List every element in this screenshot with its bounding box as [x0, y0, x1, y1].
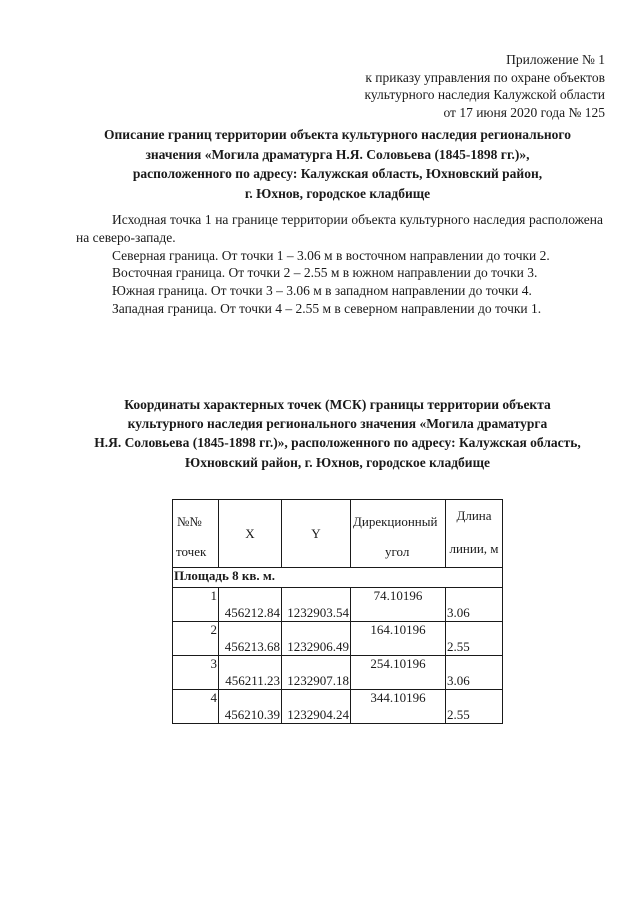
line-length-cell: 3.06 — [446, 656, 503, 690]
title-line-2: значения «Могила драматурга Н.Я. Соловьева (1845-1898 гг.)», — [145, 146, 530, 162]
appendix-header — [305, 51, 605, 121]
appendix-line-3: культурного наследия Калужской области — [364, 87, 605, 102]
table-row — [173, 622, 503, 656]
x-coordinate-cell: 456210.39 — [219, 690, 282, 724]
header-point-number — [173, 500, 219, 568]
y-coordinate-cell: 1232904.24 — [282, 690, 351, 724]
title-line-4: г. Юхнов, городское кладбище — [244, 185, 431, 201]
y-coordinate-cell: 1232906.49 — [282, 622, 351, 656]
description-south-border: Южная граница. От точки 3 – 3.06 м в западном направлении до точки 4. — [112, 283, 532, 299]
table-row — [173, 690, 503, 724]
description-start-point: Исходная точка 1 на границе территории объекта культурного наследия расположена на северо-западе. — [76, 212, 603, 245]
area-label: Площадь 8 кв. м. — [173, 568, 503, 588]
table-row — [173, 588, 503, 622]
table-row — [173, 656, 503, 690]
header-direction-bottom: угол — [385, 544, 410, 559]
description-west-border: Западная граница. От точки 4 – 2.55 м в северном направлении до точки 1. — [112, 300, 542, 316]
point-number-cell: 1 — [173, 588, 219, 622]
x-coordinate-cell: 456213.68 — [219, 622, 282, 656]
x-coordinate-cell: 456212.84 — [219, 588, 282, 622]
direction-angle-cell: 344.10196 — [351, 690, 446, 724]
appendix-line-4: от 17 июня 2020 года № 125 — [443, 104, 605, 120]
coords-title-line-4: Юхновский район, г. Юхнов, городское кладбище — [185, 454, 490, 470]
line-length-cell: 2.55 — [446, 622, 503, 656]
coordinates-table — [172, 499, 503, 724]
y-coordinate-cell: 1232903.54 — [282, 588, 351, 622]
point-number-cell: 4 — [173, 690, 219, 724]
description-east-border: Восточная граница. От точки 2 – 2.55 м в южном направлении до точки 3. — [112, 265, 538, 281]
coords-title-line-1: Координаты характерных точек (МСК) границы территории объекта — [124, 397, 551, 412]
y-coordinate-cell: 1232907.18 — [282, 656, 351, 690]
direction-angle-cell: 164.10196 — [351, 622, 446, 656]
header-point-number-bottom: точек — [176, 544, 207, 559]
direction-angle-cell: 254.10196 — [351, 656, 446, 690]
header-length-top: Длина — [456, 508, 492, 523]
line-length-cell: 2.55 — [446, 690, 503, 724]
header-point-number-top: №№ — [177, 514, 202, 529]
title-line-3: расположенного по адресу: Калужская область, Юхновский район, — [132, 166, 543, 181]
header-x: X — [219, 500, 282, 568]
boundary-description — [76, 211, 603, 318]
header-direction-top: Дирекционный — [353, 514, 438, 529]
title-line-1: Описание границ территории объекта культурного наследия регионального — [104, 127, 571, 142]
line-length-cell: 3.06 — [446, 588, 503, 622]
header-direction-angle — [351, 500, 446, 568]
table-header-row — [173, 500, 503, 568]
appendix-line-2: к приказу управления по охране объектов — [365, 69, 605, 85]
header-y: Y — [282, 500, 351, 568]
coords-title-line-2: культурного наследия регионального значения «Могила драматурга — [127, 416, 548, 432]
coordinates-title — [60, 395, 615, 472]
point-number-cell: 3 — [173, 656, 219, 690]
x-coordinate-cell: 456211.23 — [219, 656, 282, 690]
header-line-length — [446, 500, 503, 568]
coords-title-line-3: Н.Я. Соловьева (1845-1898 гг.)», расположенного по адресу: Калужская область, — [94, 435, 581, 451]
document-title — [60, 125, 615, 203]
direction-angle-cell: 74.10196 — [351, 588, 446, 622]
point-number-cell: 2 — [173, 622, 219, 656]
description-north-border: Северная граница. От точки 1 – 3.06 м в восточном направлении до точки 2. — [112, 247, 550, 263]
appendix-line-1: Приложение № 1 — [506, 52, 605, 67]
area-row — [173, 568, 503, 588]
header-length-bottom: линии, м — [449, 541, 499, 556]
